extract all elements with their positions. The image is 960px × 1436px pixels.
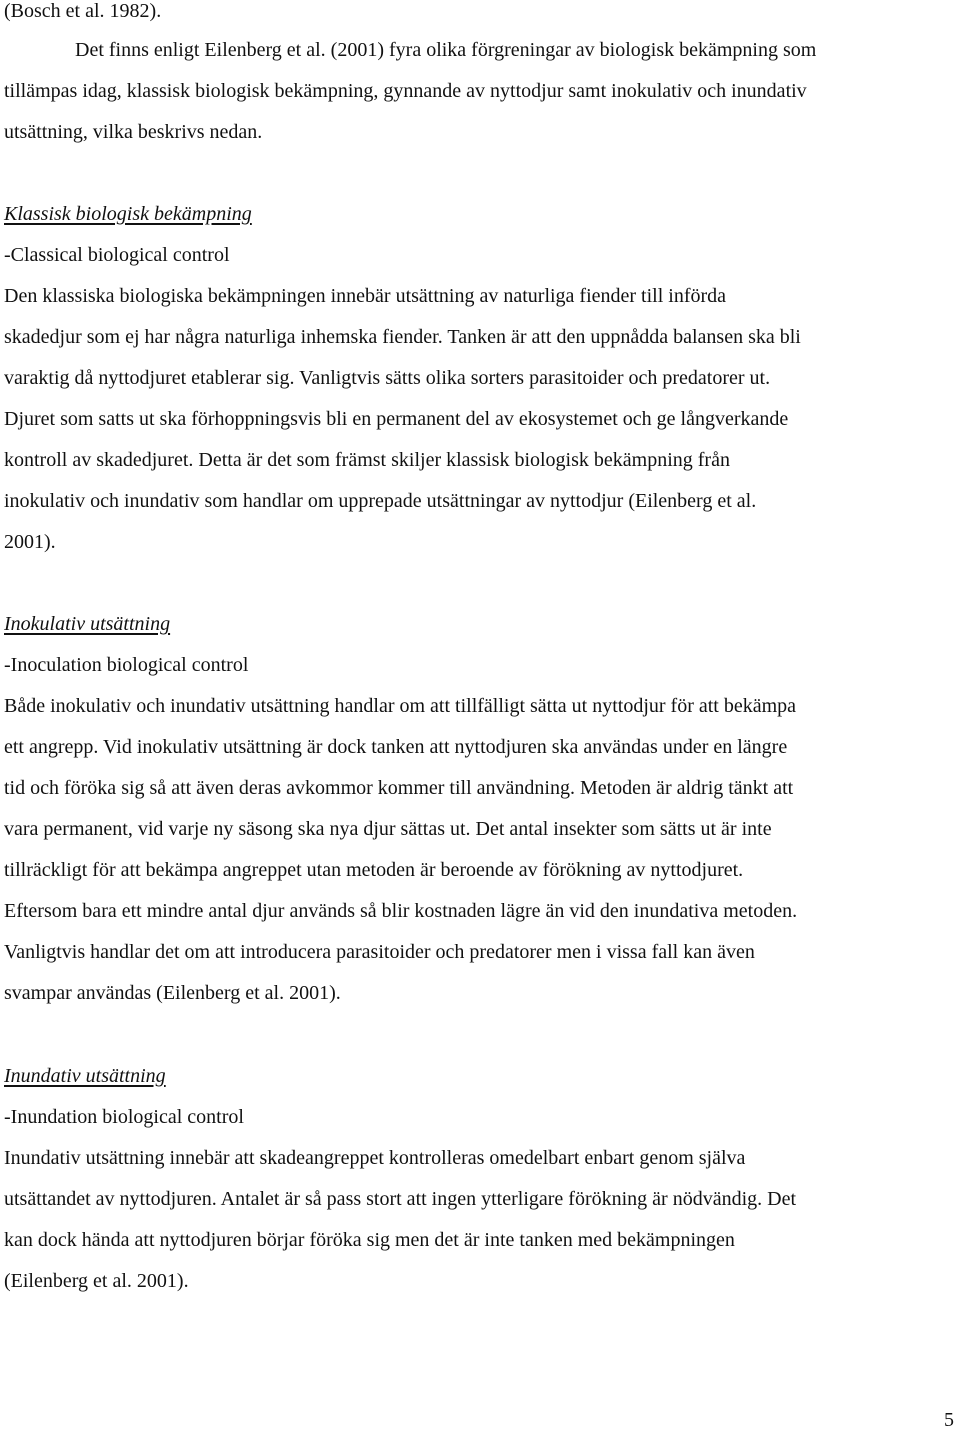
- intro-citation-line: [4, 0, 959, 32]
- text-line: kontroll av skadedjuret. Detta är det som främst skiljer klassisk biologisk bekämpning från: [4, 449, 730, 471]
- text-line: utsättning, vilka beskrivs nedan.: [4, 121, 263, 143]
- section-subtitle: -Inoculation biological control: [4, 654, 249, 676]
- text-line: kan dock hända att nyttodjuren börjar föröka sig men det är inte tanken med bekämpningen: [4, 1229, 735, 1251]
- text-line: tid och föröka sig så att även deras avkommor kommer till användning. Metoden är aldrig tänkt att: [4, 777, 794, 799]
- text-line: Både inokulativ och inundativ utsättning handlar om att tillfälligt sätta ut nyttodjur för att bekämpa: [4, 695, 797, 717]
- text-line: Den klassiska biologiska bekämpningen innebär utsättning av naturliga fiender till införda: [4, 285, 727, 307]
- text-line: Vanligtvis handlar det om att introducera parasitoider och predatorer men i vissa fall kan även: [4, 941, 755, 963]
- section-classical: [4, 194, 959, 563]
- text-line: vara permanent, vid varje ny säsong ska nya djur sättas ut. Det antal insekter som sätts ut är inte: [4, 818, 772, 840]
- section-heading: Inundativ utsättning: [4, 1065, 166, 1087]
- text-line: Inundativ utsättning innebär att skadeangreppet kontrolleras omedelbart enbart genom själva: [4, 1147, 746, 1169]
- text-line: (Bosch et al. 1982).: [4, 0, 162, 22]
- section-inoculation: [4, 604, 959, 1014]
- text-line: tillämpas idag, klassisk biologisk bekämpning, gynnande av nyttodjur samt inokulativ och inundativ: [4, 80, 807, 102]
- text-line: Det finns enligt Eilenberg et al. (2001) fyra olika förgreningar av biologisk bekämpning som: [75, 39, 817, 61]
- text-line: varaktig då nyttodjuret etablerar sig. Vanligtvis sätts olika sorters parasitoider och predatorer ut.: [4, 367, 771, 389]
- section-heading: Inokulativ utsättning: [4, 613, 171, 635]
- text-line: skadedjur som ej har några naturliga inhemska fiender. Tanken är att den uppnådda balansen ska bli: [4, 326, 801, 348]
- text-line: 2001).: [4, 531, 56, 553]
- page-number: 5: [944, 1409, 954, 1431]
- section-subtitle: -Inundation biological control: [4, 1106, 244, 1128]
- text-line: svampar användas (Eilenberg et al. 2001).: [4, 982, 341, 1004]
- text-line: Eftersom bara ett mindre antal djur används så blir kostnaden lägre än vid den inundativa metoden.: [4, 900, 798, 922]
- text-line: Djuret som satts ut ska förhoppningsvis bli en permanent del av ekosystemet och ge långverkande: [4, 408, 789, 430]
- text-line: ett angrepp. Vid inokulativ utsättning är dock tanken att nyttodjuren ska användas under en längre: [4, 736, 788, 758]
- text-line: utsättandet av nyttodjuren. Antalet är så pass stort att ingen ytterligare förökning är nödvändig. Det: [4, 1188, 797, 1210]
- text-line: tillräckligt för att bekämpa angreppet utan metoden är beroende av förökning av nyttodjuret.: [4, 859, 744, 881]
- section-subtitle: -Classical biological control: [4, 244, 230, 266]
- intro-paragraph: [4, 30, 959, 153]
- section-heading: Klassisk biologisk bekämpning: [4, 203, 252, 225]
- section-inundation: [4, 1056, 959, 1302]
- text-line: inokulativ och inundativ som handlar om upprepade utsättningar av nyttodjur (Eilenberg et al.: [4, 490, 757, 512]
- text-line: (Eilenberg et al. 2001).: [4, 1270, 189, 1292]
